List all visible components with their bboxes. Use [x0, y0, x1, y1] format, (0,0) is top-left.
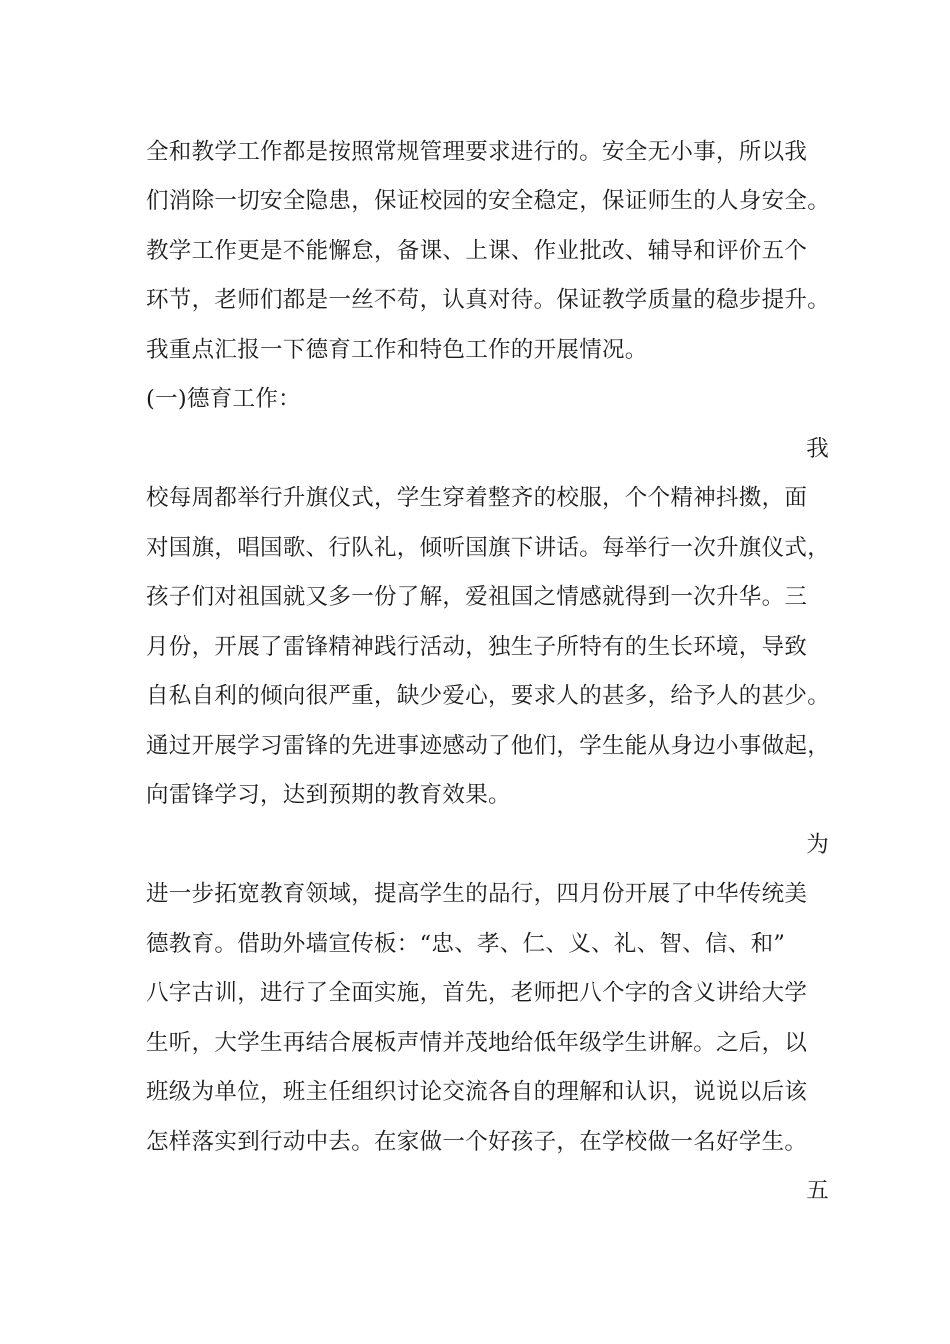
text-line: 通过开展学习雷锋的先进事迹感动了他们，学生能从身边小事做起，: [146, 733, 831, 759]
text-line: 八字古训，进行了全面实施，首先，老师把八个字的含义讲给大学: [146, 980, 808, 1006]
text-line: 进一步拓宽教育领域，提高学生的品行，四月份开展了中华传统美: [146, 881, 808, 907]
text-line: 我: [806, 436, 829, 462]
text-line: 校每周都举行升旗仪式，学生穿着整齐的校服，个个精神抖擞，面: [146, 485, 808, 511]
text-line: 我重点汇报一下德育工作和特色工作的开展情况。: [146, 337, 648, 363]
text-line: 生听，大学生再结合展板声情并茂地给低年级学生讲解。之后，以: [146, 1030, 808, 1056]
text-line: 月份，开展了雷锋精神践行活动，独生子所特有的生长环境，导致: [146, 634, 808, 660]
text-line: 向雷锋学习，达到预期的教育效果。: [146, 782, 511, 808]
text-line: 教学工作更是不能懈怠，备课、上课、作业批改、辅导和评价五个: [146, 238, 808, 264]
text-line: 们消除一切安全隐患，保证校园的安全稳定，保证师生的人身安全。: [146, 188, 831, 214]
text-line: 对国旗，唱国歌、行队礼，倾听国旗下讲话。每举行一次升旗仪式，: [146, 535, 831, 561]
text-line: 孩子们对祖国就又多一份了解，爱祖国之情感就得到一次升华。三: [146, 584, 808, 610]
text-line: 怎样落实到行动中去。在家做一个好孩子，在学校做一名好学生。: [146, 1129, 808, 1155]
text-line: 全和教学工作都是按照常规管理要求进行的。安全无小事，所以我: [146, 139, 808, 165]
text-line: 五: [806, 1178, 829, 1204]
text-line: 德教育。借助外墙宣传板：“忠、孝、仁、义、礼、智、信、和”: [146, 931, 786, 957]
text-line: 自私自利的倾向很严重，缺少爱心，要求人的甚多，给予人的甚少。: [146, 683, 831, 709]
text-line: 环节，老师们都是一丝不苟，认真对待。保证教学质量的稳步提升。: [146, 287, 831, 313]
section-heading: (一)德育工作：: [146, 386, 301, 412]
text-line: 班级为单位，班主任组织讨论交流各自的理解和认识，说说以后该: [146, 1079, 808, 1105]
text-line: 为: [806, 832, 829, 858]
